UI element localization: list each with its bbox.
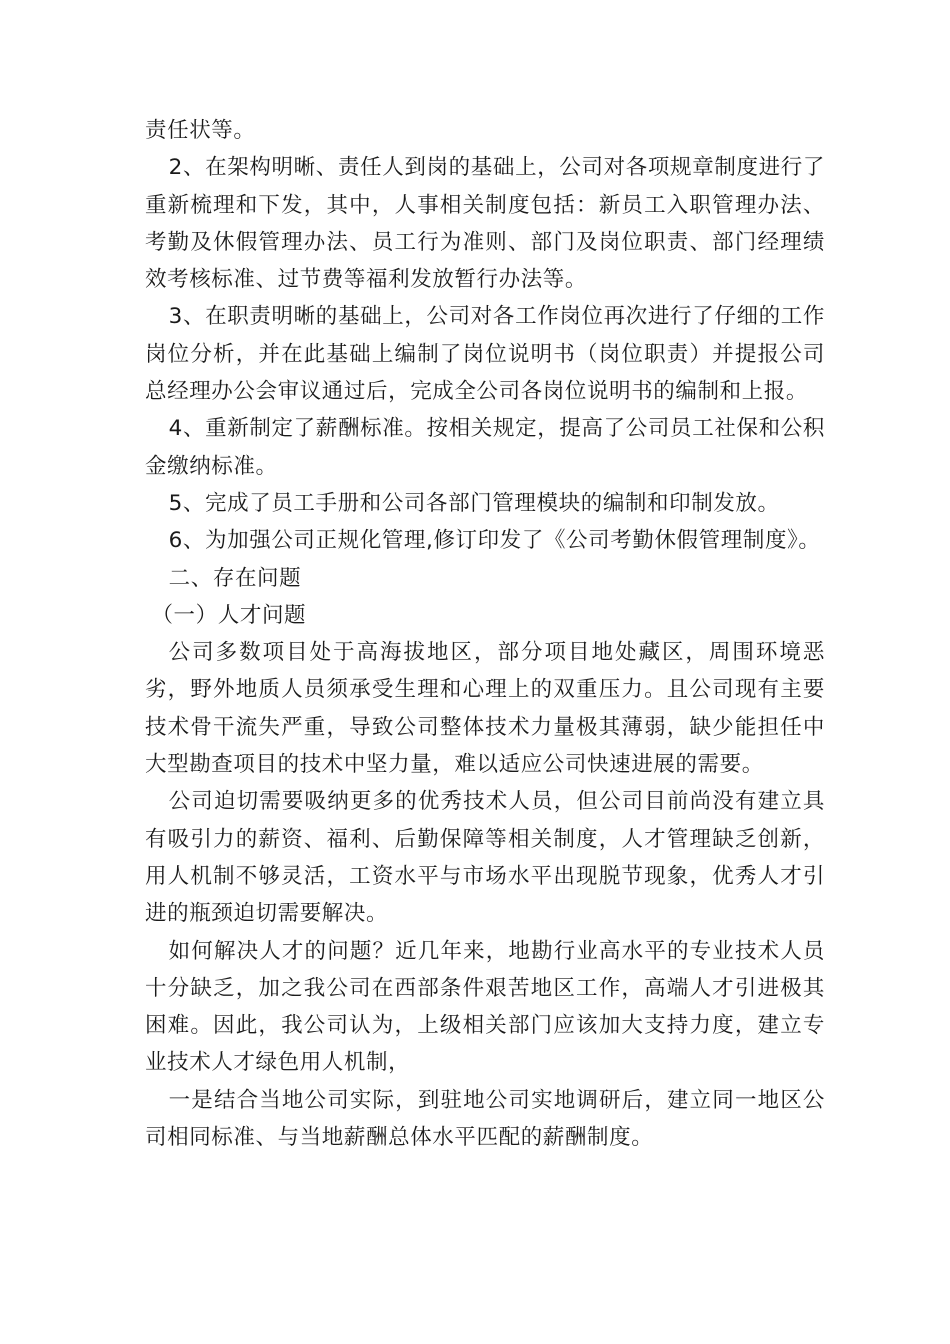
paragraph-talent-solution: 如何解决人才的问题？近几年来，地勘行业高水平的专业技术人员十分缺乏，加之我公司在西部条件艰苦地区工作，高端人才引进极其困难。因此，我公司认为，上级相关部门应该加大支持力度，建立专业技术人才绿色用人机制， xyxy=(145,938,825,1076)
paragraph-talent-situation: 公司多数项目处于高海拔地区，部分项目地处藏区，周围环境恶劣，野外地质人员须承受生理和心理上的双重压力。且公司现有主要技术骨干流失严重，导致公司整体技术力量极其薄弱，缺少能担任中大型勘查项目的技术中坚力量，难以适应公司快速进展的需要。 xyxy=(145,640,825,778)
subsection-heading: （一）人才问题 xyxy=(151,602,307,628)
paragraph-item-5: 5、完成了员工手册和公司各部门管理模块的编制和印制发放。 xyxy=(168,490,780,516)
paragraph-solution-one: 一是结合当地公司实际，到驻地公司实地调研后，建立同一地区公司相同标准、与当地薪酬总体水平匹配的薪酬制度。 xyxy=(145,1087,825,1151)
paragraph-item-4: 4、重新制定了薪酬标准。按相关规定，提高了公司员工社保和公积金缴纳标准。 xyxy=(145,416,825,479)
section-heading: 二、存在问题 xyxy=(168,565,302,591)
paragraph-continuation: 责任状等。 xyxy=(145,118,256,143)
paragraph-talent-needs: 公司迫切需要吸纳更多的优秀技术人员，但公司目前尚没有建立具有吸引力的薪资、福利、后勤保障等相关制度，人才管理缺乏创新，用人机制不够灵活，工资水平与市场水平出现脱节现象，优秀人才引进的瓶颈迫切需要解决。 xyxy=(145,789,825,927)
paragraph-item-3: 3、在职责明晰的基础上，公司对各工作岗位再次进行了仔细的工作岗位分析，并在此基础上编制了岗位说明书（岗位职责）并提报公司总经理办公会审议通过后，完成全公司各岗位说明书的编制和上报。 xyxy=(145,304,825,405)
paragraph-item-6: 6、为加强公司正规化管理,修订印发了《公司考勤休假管理制度》。 xyxy=(168,528,821,554)
document-body xyxy=(145,112,825,1156)
paragraph-item-2: 2、在架构明晰、责任人到岗的基础上，公司对各项规章制度进行了重新梳理和下发，其中，人事相关制度包括：新员工入职管理办法、考勤及休假管理办法、员工行为准则、部门及岗位职责、部门经理绩效考核标准、过节费等福利发放暂行办法等。 xyxy=(145,155,825,293)
